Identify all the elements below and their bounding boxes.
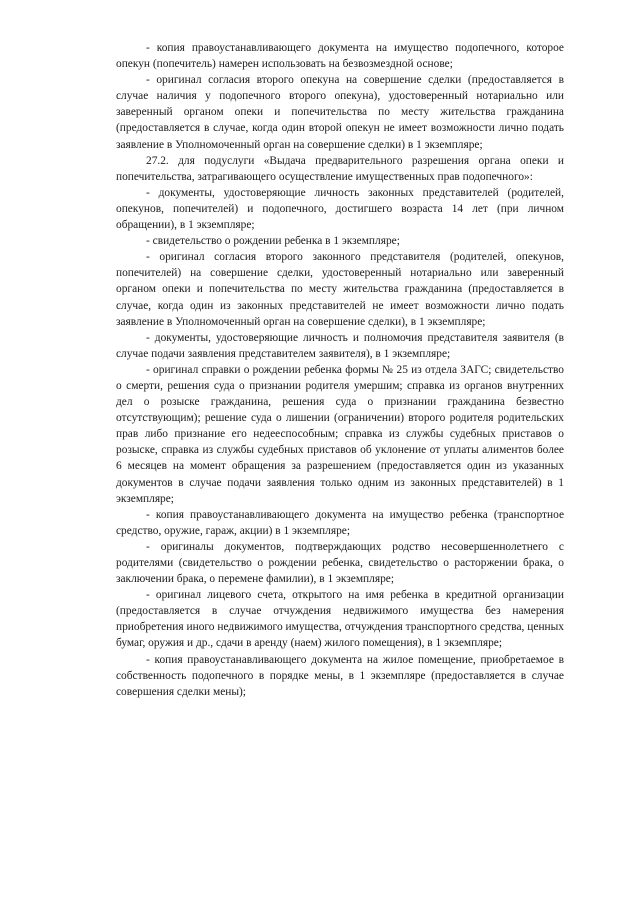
paragraph-form-25-certificate: - оригинал справки о рождении ребенка формы № 25 из отдела ЗАГС; свидетельство о смерти, решения суда о признании родителя умершим; справка из органов внутренних дел о розыске гражданина, решения суда о признании гражданина безвестно отсутствующим); решение суда о лишении (ограничении) второго родителя родительских прав либо признание его недееспособным; справка из службы судебных приставов о розыске, справка из службы судебных приставов об уклонение от уплаты алиментов более 6 месяцев на момент обращения за разрешением (предоставляется один из указанных документов в случае подачи заявления только одним из законных представителей) в 1 экземпляре; bbox=[116, 363, 564, 505]
paragraph-identity-documents: - документы, удостоверяющие личность законных представителей (родителей, опекунов, попечителей) и подопечного, достигшего возраста 14 лет (при личном обращении), в 1 экземпляре; bbox=[116, 186, 564, 232]
paragraph-kinship-documents: - оригиналы документов, подтверждающих родство несовершеннолетнего с родителями (свидетельство о рождении ребенка, свидетельство о расторжении брака, о заключении брака, о перемене фамилии), в 1 экземпляре; bbox=[116, 540, 564, 586]
paragraph-bank-account: - оригинал лицевого счета, открытого на имя ребенка в кредитной организации (предоставляется в случае отчуждения недвижимого имущества без намерения приобретения иного недвижимого имущества, отчуждения транспортного средства, ценных бумаг, оружия и др., сдачи в аренду (наем) жилого помещения), в 1 экземпляре; bbox=[116, 589, 564, 650]
paragraph-property-title-copy: - копия правоустанавливающего документа на имущество подопечного, которое опекун (попечитель) намерен использовать на безвозмездной основе; bbox=[116, 42, 564, 71]
paragraph-housing-exchange-title: - копия правоустанавливающего документа на жилое помещение, приобретаемое в собственность подопечного в порядке мены, в 1 экземпляре (предоставляется в случае совершения сделки мены); bbox=[116, 653, 564, 698]
paragraph-second-representative-consent: - оригинал согласия второго законного представителя (родителей, опекунов, попечителей) на совершение сделки, удостоверенный нотариально или заверенный органом опеки и попечительства по месту жительства гражданина (предоставляется в случае, когда один из законных представителей не имеет возможности лично подать заявление в Уполномоченный орган на совершение сделки), в 1 экземпляре; bbox=[116, 251, 564, 328]
paragraph-child-property-title-copy: - копия правоустанавливающего документа на имущество ребенка (транспортное средство, оружие, гараж, акции) в 1 экземпляре; bbox=[116, 508, 564, 537]
document-body bbox=[116, 40, 564, 700]
paragraph-birth-certificate: - свидетельство о рождении ребенка в 1 экземпляре; bbox=[146, 235, 400, 248]
paragraph-subservice-27-2-heading: 27.2. для подуслуги «Выдача предварительного разрешения органа опеки и попечительства, затрагивающего осуществление имущественных прав подопечного»: bbox=[116, 154, 564, 183]
paragraph-representative-authority: - документы, удостоверяющие личность и полномочия представителя заявителя (в случае подачи заявления представителем заявителя), в 1 экземпляре; bbox=[116, 331, 564, 360]
paragraph-second-guardian-consent: - оригинал согласия второго опекуна на совершение сделки (предоставляется в случае наличия у подопечного второго опекуна), удостоверенный нотариально или заверенный органом опеки и попечительства по месту жительства гражданина (предоставляется в случае, когда один второй опекун не имеет возможности лично подать заявление в Уполномоченный орган на совершение сделки) в 1 экземпляре; bbox=[116, 74, 564, 151]
